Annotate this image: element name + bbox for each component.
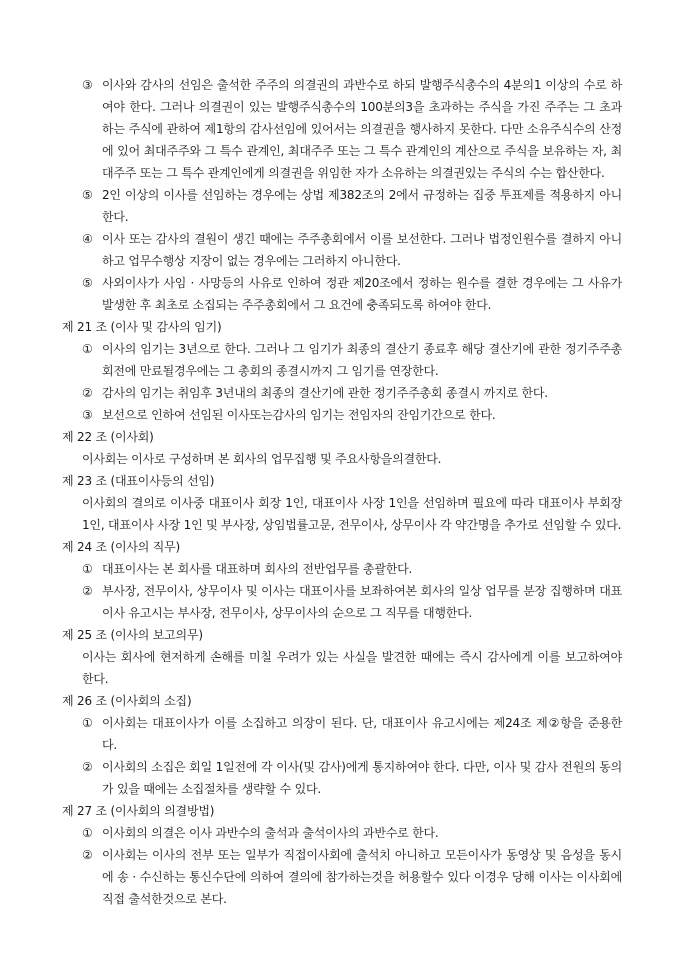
paragraph-text: 이사회의 의결은 이사 과반수의 출석과 출석이사의 과반수로 한다. (102, 826, 439, 840)
paragraph-number: ② (82, 848, 93, 862)
numbered-paragraph (62, 756, 622, 800)
paragraph-text: 이사회의 소집은 회일 1일전에 각 이사(및 감사)에게 통지하여야 한다. 다만, 이사 및 감사 전원의 동의가 있을 때에는 소집절차를 생략할 수 있다. (102, 760, 622, 796)
article-heading: 제 22 조 (이사회) (62, 430, 154, 444)
numbered-paragraph (62, 712, 622, 756)
article-body-text: 이사회는 이사로 구성하며 본 회사의 업무집행 및 주요사항을의결한다. (82, 452, 442, 466)
article-body-text: 이사회의 결의로 이사중 대표이사 회장 1인, 대표이사 사장 1인을 선임하며 필요에 따라 대표이사 부회장 1인, 대표이사 사장 1인 및 부사장, 상임법률고문, 전무이사, 상무이사 각 약간명을 추가로 선임할 수 있다. (82, 496, 622, 532)
paragraph-text: 부사장, 전무이사, 상무이사 및 이사는 대표이사를 보좌하여본 회사의 일상 업무를 분장 집행하며 대표이사 유고시는 부사장, 전무이사, 상무이사의 순으로 그 직무를 대행한다. (102, 584, 622, 620)
paragraph-text: 보선으로 인하여 선임된 이사또는감사의 임기는 전임자의 잔임기간으로 한다. (102, 408, 496, 422)
paragraph-text: 이사와 감사의 선임은 출석한 주주의 의결권의 과반수로 하되 발행주식총수의 4분의1 이상의 수로 하여야 한다. 그러나 의결권이 있는 발행주식총수의 100분의3을 초과하는 주식을 가진 주주는 그 초과하는 주식에 관하여 제1항의 감사선임에 있어서는 의결권을 행사하지 못한다. 다만 소유주식수의 산정에 있어 최대주주와 그 특수 관계인, 최대주주 또는 그 특수 관계인의 계산으로 주식을 보유하는 자, 최대주주 또는 그 특수 관계인에게 의결권을 위임한 자가 소유하는 의결권있는 주식의 수는 합산한다. (102, 78, 622, 180)
article-heading: 제 26 조 (이사회의 소집) (62, 694, 192, 708)
numbered-paragraph (62, 382, 622, 404)
paragraph-number: ② (82, 584, 93, 598)
paragraph-number: ① (82, 826, 93, 840)
paragraph-number: ③ (82, 408, 93, 422)
numbered-paragraph (62, 822, 622, 844)
paragraph-number: ④ (82, 232, 93, 246)
numbered-paragraph (62, 272, 622, 316)
paragraph-number: ① (82, 342, 93, 356)
paragraph-text: 이사회는 대표이사가 이를 소집하고 의장이 된다. 단, 대표이사 유고시에는 제24조 제②항을 준용한다. (102, 716, 622, 752)
paragraph-text: 감사의 임기는 취임후 3년내의 최종의 결산기에 관한 정기주주총회 종결시 까지로 한다. (102, 386, 548, 400)
numbered-paragraph (62, 404, 622, 426)
paragraph-text: 이사 또는 감사의 결원이 생긴 때에는 주주총회에서 이를 보선한다. 그러나 법정인원수를 결하지 아니하고 업무수행상 지장이 없는 경우에는 그러하지 아니한다. (102, 232, 622, 268)
article-heading: 제 21 조 (이사 및 감사의 임기) (62, 320, 222, 334)
paragraph-number: ⑤ (82, 188, 93, 202)
numbered-paragraph (62, 184, 622, 228)
numbered-paragraph (62, 558, 622, 580)
numbered-paragraph (62, 74, 622, 184)
paragraph-number: ③ (82, 78, 93, 92)
paragraph-number: ① (82, 562, 93, 576)
numbered-paragraph (62, 338, 622, 382)
article-heading: 제 23 조 (대표이사등의 선임) (62, 474, 215, 488)
paragraph-text: 대표이사는 본 회사를 대표하며 회사의 전반업무를 총괄한다. (102, 562, 413, 576)
articles-body (62, 74, 622, 910)
numbered-paragraph (62, 228, 622, 272)
numbered-paragraph (62, 580, 622, 624)
paragraph-text: 사외이사가 사임 · 사망등의 사유로 인하여 정관 제20조에서 정하는 원수를 결한 경우에는 그 사유가 발생한 후 최초로 소집되는 주주총회에서 그 요건에 충족되도록 하여야 한다. (102, 276, 622, 312)
article-heading: 제 25 조 (이사의 보고의무) (62, 628, 203, 642)
paragraph-number: ② (82, 760, 93, 774)
paragraph-number: ② (82, 386, 93, 400)
article-body-text: 이사는 회사에 현저하게 손해를 미칠 우려가 있는 사실을 발견한 때에는 즉시 감사에게 이를 보고하여야 한다. (82, 650, 622, 686)
article-heading: 제 27 조 (이사회의 의결방법) (62, 804, 215, 818)
numbered-paragraph (62, 844, 622, 910)
article-heading: 제 24 조 (이사의 직무) (62, 540, 181, 554)
paragraph-number: ① (82, 716, 93, 730)
paragraph-text: 이사회는 이사의 전부 또는 일부가 직접이사회에 출석치 아니하고 모든이사가 동영상 및 음성을 동시에 송 · 수신하는 통신수단에 의하여 결의에 참가하는것을 허용할수 있다 이경우 당해 이사는 이사회에 직접 출석한것으로 본다. (102, 848, 622, 906)
paragraph-text: 이사의 임기는 3년으로 한다. 그러나 그 임기가 최종의 결산기 종료후 해당 결산기에 관한 정기주주총회전에 만료될경우에는 그 총회의 종결시까지 그 임기를 연장한다. (102, 342, 622, 378)
paragraph-number: ⑤ (82, 276, 93, 290)
paragraph-text: 2인 이상의 이사를 선임하는 경우에는 상법 제382조의 2에서 규정하는 집중 투표제를 적용하지 아니한다. (102, 188, 622, 224)
